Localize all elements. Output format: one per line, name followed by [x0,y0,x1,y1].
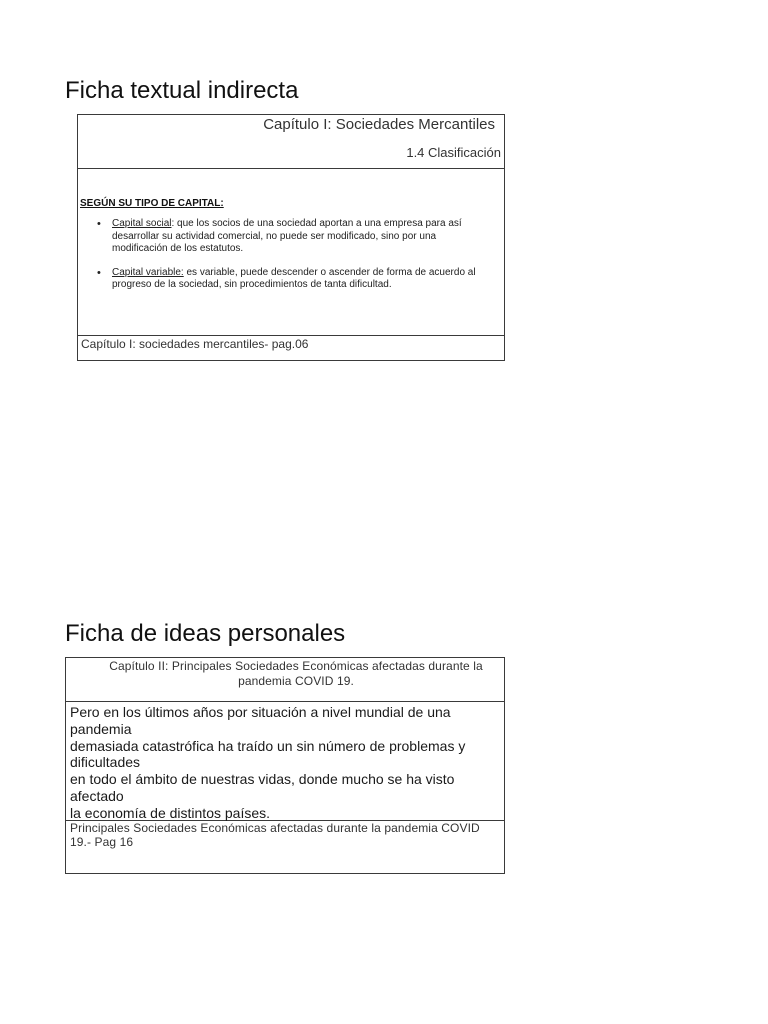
card-header [78,115,504,169]
source-citation: Capítulo I: sociedades mercantiles- pag.06 [81,337,309,351]
text-line: Pero en los últimos años por situación a nivel mundial de una pandemia [70,704,451,737]
source-citation: Principales Sociedades Económicas afectadas durante la pandemia COVID 19.- Pag 16 [70,821,480,849]
card-footer [66,821,504,873]
ficha-textual-heading: Ficha textual indirecta [65,77,299,104]
personal-idea-text [70,704,496,822]
bullet-icon: • [97,218,101,230]
ficha-ideas-heading: Ficha de ideas personales [65,620,346,647]
list-item [97,218,494,256]
text-line: demasiada catastrófica ha traído un sin número de problemas y dificultades [70,737,466,771]
section-subtitle: 1.4 Clasificación [406,145,501,160]
text-line: la economía de distintos países. [70,804,271,821]
bullet-icon: • [97,266,101,279]
card-footer [78,336,504,360]
list-item [97,266,494,292]
chapter-title: Capítulo I: Sociedades Mercantiles [263,116,495,133]
list-item-text: que los socios de una sociedad aportan a una empresa para así desarrollar su actividad comercial, no puede ser modificado, sino por una modificación de los estatutos. [112,218,462,254]
card-header [66,658,504,702]
list-item-term: Capital social [112,218,172,229]
list-item-term: Capital variable: [112,266,184,278]
ficha-textual-card [77,114,505,361]
card-body [78,169,504,336]
list-item-text: es variable, puede descender o ascender de forma de acuerdo al progreso de la sociedad, sin procedimientos de tanta dificultad. [112,266,476,290]
ficha-ideas-card [65,657,505,874]
text-line: en todo el ámbito de nuestras vidas, donde mucho se ha visto afectado [70,771,455,804]
card-body [66,702,504,821]
capital-list [97,218,494,303]
chapter-title: Capítulo II: Principales Sociedades Económicas afectadas durante la pandemia COVID 19. [109,659,483,688]
list-item-separator: : [171,218,175,229]
capital-type-heading: SEGÚN SU TIPO DE CAPITAL: [80,198,224,209]
